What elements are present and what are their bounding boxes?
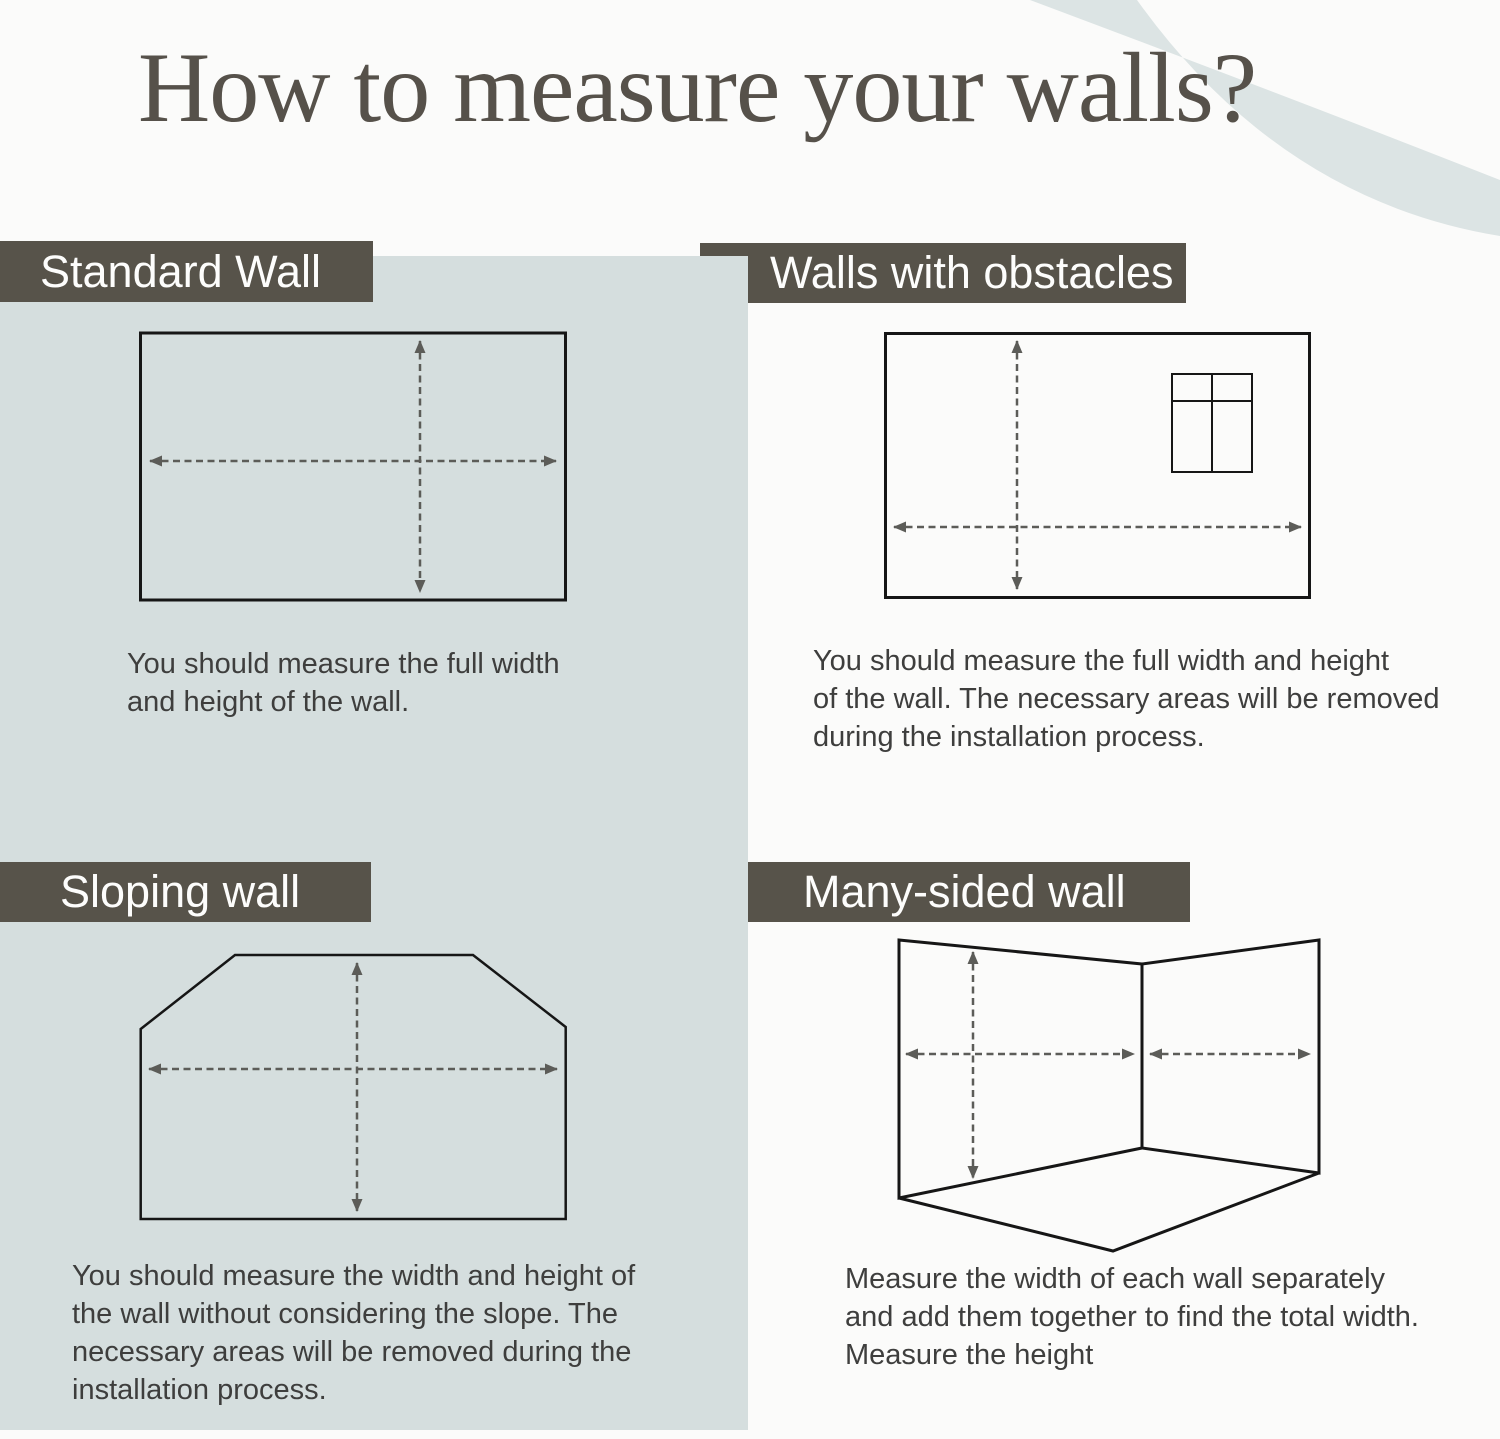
walls-with-obstacles-diagram (875, 320, 1320, 610)
section-header-standard-wall: Standard Wall (0, 241, 373, 302)
description-line: the wall without considering the slope. The (72, 1298, 618, 1330)
wall-outline (141, 333, 566, 600)
many-sided-wall-description (845, 1260, 1419, 1374)
standard-wall-description (127, 645, 560, 721)
description-line: necessary areas will be removed during the (72, 1336, 632, 1368)
window-icon (1172, 374, 1252, 472)
sloping-wall-description (72, 1257, 635, 1409)
section-header-sloping-wall: Sloping wall (0, 862, 371, 922)
description-line: You should measure the full width and height (813, 645, 1390, 677)
section-header-walls-with-obstacles: Walls with obstacles (700, 243, 1186, 303)
description-line: You should measure the full width (127, 648, 560, 680)
page-title: How to measure your walls? (138, 32, 1257, 143)
left-wall-outline (899, 940, 1142, 1198)
sloping-wall-diagram (130, 945, 590, 1230)
sloped-wall-outline (141, 955, 566, 1219)
many-sided-wall-diagram (890, 930, 1330, 1260)
walls-with-obstacles-description (813, 642, 1440, 756)
description-line: You should measure the width and height of (72, 1260, 636, 1292)
description-line: installation process. (72, 1374, 327, 1406)
description-line: Measure the width of each wall separately (845, 1263, 1386, 1295)
section-header-many-sided-wall: Many-sided wall (748, 862, 1190, 922)
description-line: during the installation process. (813, 721, 1205, 753)
standard-wall-diagram (130, 320, 590, 620)
description-line: of the wall. The necessary areas will be removed (813, 683, 1440, 715)
description-line: and add them together to find the total width. (845, 1301, 1419, 1333)
description-line: Measure the height (845, 1339, 1094, 1371)
description-line: and height of the wall. (127, 686, 410, 718)
right-wall-outline (1142, 940, 1319, 1173)
